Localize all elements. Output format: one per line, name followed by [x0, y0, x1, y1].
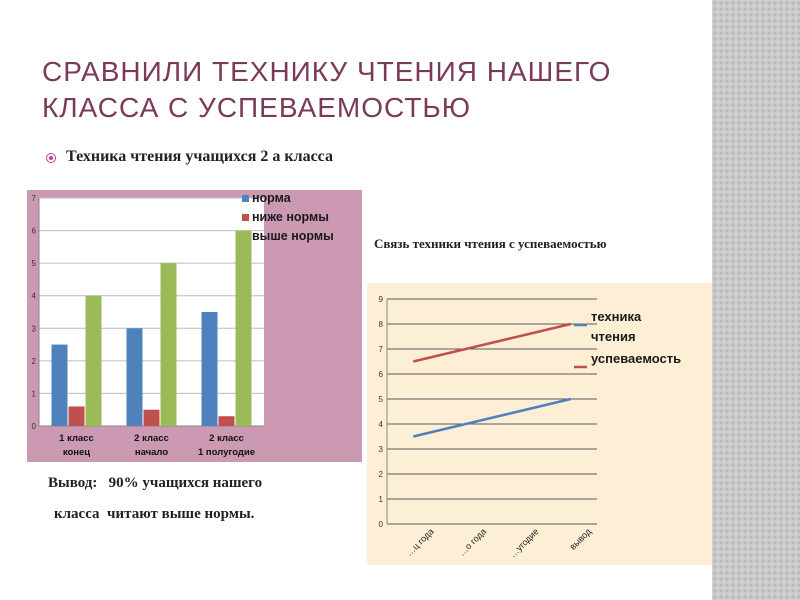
chart1-y-tick-label: 3 [31, 324, 36, 334]
chart2-x-tick-label: …ц года [403, 526, 436, 559]
bar-3-1 [202, 312, 218, 426]
chart1-category-label: 2 класс [134, 433, 169, 444]
chart2-x-tick-label: …о года [456, 526, 489, 558]
chart2-y-tick-label: 1 [378, 495, 383, 504]
chart2-label: Связь техники чтения с успеваемостью [374, 236, 607, 251]
bar-1-2 [69, 406, 85, 426]
chart1-category-label: 2 класс [209, 433, 244, 444]
chart2-y-tick-label: 5 [378, 395, 383, 404]
chart2-legend-label: техника [591, 309, 642, 324]
chart2-y-tick-label: 2 [378, 470, 383, 479]
chart1-legend-swatch [242, 195, 249, 202]
chart1-y-tick-label: 2 [31, 356, 36, 366]
chart2-legend-label: успеваемость [591, 351, 682, 366]
bar-2-1 [127, 328, 143, 426]
conclusion-line-1: Вывод: 90% учащихся нашего [48, 475, 263, 491]
conclusion-line-2: класса читают выше нормы. [54, 506, 255, 522]
chart1-category-label: начало [134, 447, 169, 458]
decorative-side-strip [712, 0, 800, 600]
bar-chart [27, 190, 362, 462]
chart1-y-tick-label: 5 [31, 259, 36, 269]
chart2-y-tick-label: 7 [378, 345, 383, 354]
chart1-category-label: 1 класс [59, 433, 94, 444]
chart1-y-tick-label: 1 [31, 389, 36, 399]
chart1-y-tick-label: 7 [31, 194, 36, 203]
chart2-y-tick-label: 0 [378, 520, 383, 529]
chart1-legend-label: норма [252, 191, 291, 205]
bar-1-3 [86, 296, 102, 426]
chart1-legend-swatch [242, 214, 249, 221]
bar-3-3 [236, 231, 252, 426]
chart1-legend-label: выше нормы [252, 229, 334, 243]
chart2-x-tick-label: …угодие [507, 526, 541, 560]
chart2-y-tick-label: 6 [378, 370, 383, 379]
chart1-y-tick-label: 6 [31, 226, 36, 236]
chart1-legend-label: ниже нормы [252, 210, 329, 224]
chart1-y-tick-label: 4 [31, 291, 36, 301]
chart2-y-tick-label: 4 [378, 420, 383, 429]
chart1-legend-swatch [242, 233, 249, 240]
chart2-y-tick-label: 8 [378, 320, 383, 329]
line-chart [367, 283, 712, 565]
chart2-x-tick-label: вывод [567, 526, 594, 552]
chart1-plot-area [39, 198, 264, 426]
bullet-icon [46, 153, 56, 163]
bar-3-2 [219, 416, 235, 426]
chart1-category-label: конец [62, 447, 91, 458]
chart2-y-tick-label: 3 [378, 445, 383, 454]
slide-title: СРАВНИЛИ ТЕХНИКУ ЧТЕНИЯ НАШЕГО КЛАССА С УСПЕВАЕМОСТЬЮ [42, 56, 612, 123]
chart1-subtitle: Техника чтения учащихся 2 а класса [66, 148, 333, 165]
bar-2-3 [161, 263, 177, 426]
chart2-y-tick-label: 9 [378, 295, 383, 304]
bar-1-1 [52, 345, 68, 426]
chart1-category-label: 1 полугодие [197, 447, 256, 458]
bar-2-2 [144, 410, 160, 426]
chart1-y-tick-label: 0 [31, 422, 36, 431]
chart2-legend-label: чтения [591, 329, 636, 344]
